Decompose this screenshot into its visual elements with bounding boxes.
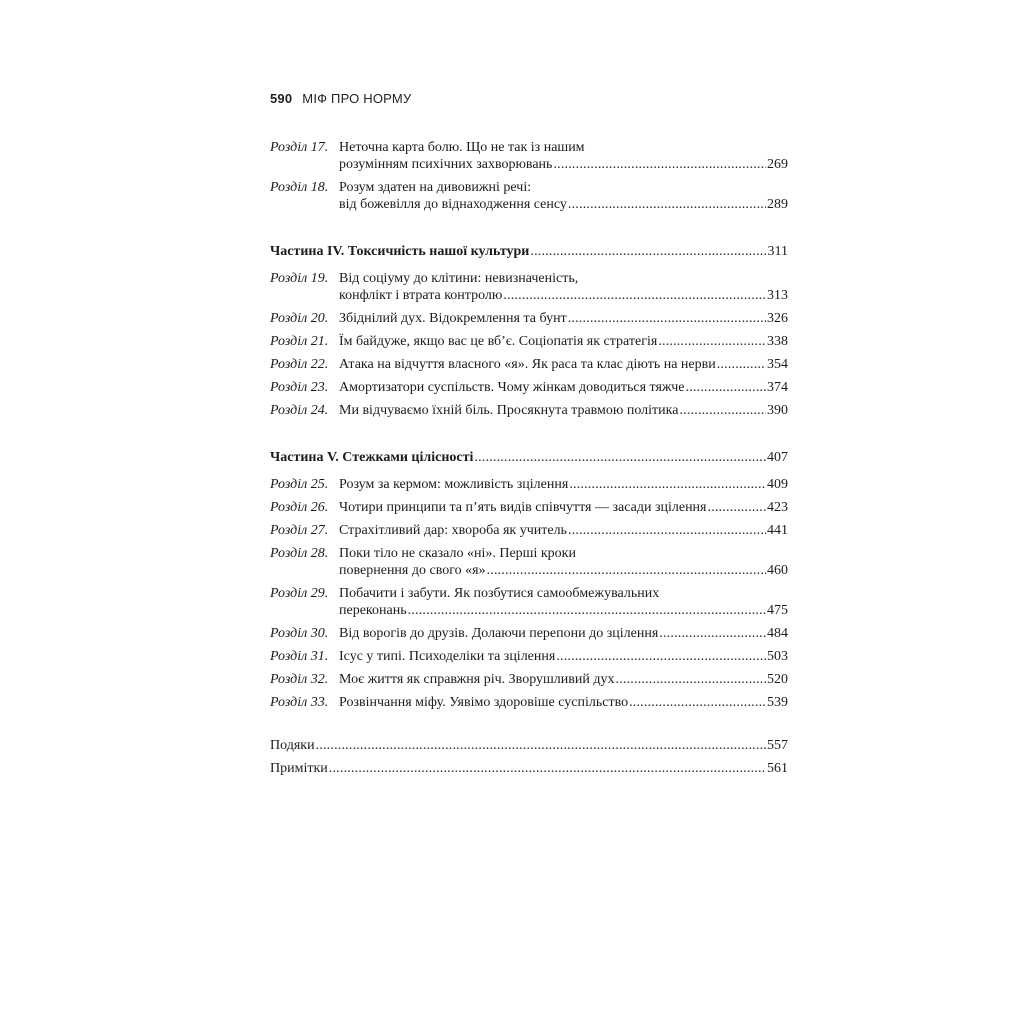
chapter-title-line xyxy=(339,179,788,196)
dot-leader xyxy=(556,648,766,665)
chapter-title-text: Розвінчання міфу. Уявімо здоровіше суспільство xyxy=(339,695,629,710)
chapter-title-line xyxy=(339,139,788,156)
page-ref: 503 xyxy=(767,649,788,664)
chapter-title xyxy=(339,356,788,373)
dot-leader xyxy=(329,760,766,777)
toc-chapter-entry xyxy=(270,379,788,396)
dot-leader xyxy=(530,243,766,260)
book-title: МІФ ПРО НОРМУ xyxy=(302,91,412,106)
toc-chapter-entry xyxy=(270,476,788,493)
dot-leader xyxy=(629,694,766,711)
page-ref: 338 xyxy=(767,334,788,349)
chapter-title-line xyxy=(339,333,788,350)
chapter-title xyxy=(339,310,788,327)
chapter-label: Розділ 25. xyxy=(270,477,329,492)
backmatter-title: Подяки xyxy=(270,738,315,753)
chapter-title-line xyxy=(339,648,788,665)
page-number: 590 xyxy=(270,91,293,106)
chapter-title-text: Амортизатори суспільств. Чому жінкам доводиться тяжче xyxy=(339,380,685,395)
chapter-title xyxy=(339,585,788,619)
toc-chapter-entry xyxy=(270,179,788,213)
chapter-title-text: Страхітливий дар: хвороба як учитель xyxy=(339,523,567,538)
chapter-title-line xyxy=(339,694,788,711)
dot-leader xyxy=(659,625,766,642)
chapter-label: Розділ 18. xyxy=(270,180,329,195)
page-ref: 269 xyxy=(767,157,788,172)
chapter-title-line xyxy=(339,287,788,304)
dot-leader xyxy=(553,156,766,173)
chapter-title-text: Збіднілий дух. Відокремлення та бунт xyxy=(339,311,567,326)
chapter-label: Розділ 29. xyxy=(270,586,329,601)
page-ref: 484 xyxy=(767,626,788,641)
chapter-title xyxy=(339,671,788,688)
toc-chapter-entry xyxy=(270,402,788,419)
chapter-title xyxy=(339,179,788,213)
chapter-title-line xyxy=(339,196,788,213)
chapter-title-line xyxy=(339,402,788,419)
page-ref: 326 xyxy=(767,311,788,326)
page-ref: 407 xyxy=(767,450,788,465)
chapter-title xyxy=(339,270,788,304)
toc-chapter-entry xyxy=(270,499,788,516)
chapter-label: Розділ 22. xyxy=(270,357,329,372)
dot-leader xyxy=(569,476,766,493)
toc-backmatter-entry xyxy=(270,737,788,754)
chapter-title-line xyxy=(339,585,788,602)
chapter-title-line xyxy=(339,602,788,619)
dot-leader xyxy=(686,379,766,396)
chapter-title-text: Моє життя як справжня річ. Зворушливий дух xyxy=(339,672,615,687)
page-ref: 441 xyxy=(767,523,788,538)
chapter-title-text: Від соціуму до клітини: невизначеність, xyxy=(339,271,579,286)
dot-leader xyxy=(568,310,766,327)
chapter-label: Розділ 23. xyxy=(270,380,329,395)
part-title: Частина V. Стежками цілісності xyxy=(270,450,474,465)
toc-chapter-entry xyxy=(270,356,788,373)
chapter-title-text: Неточна карта болю. Що не так із нашим xyxy=(339,140,585,155)
toc-chapter-entry xyxy=(270,671,788,688)
chapter-title-text: розумінням психічних захворювань xyxy=(339,157,553,172)
chapter-label: Розділ 27. xyxy=(270,523,329,538)
chapter-label: Розділ 17. xyxy=(270,140,329,155)
toc-part-entry xyxy=(270,449,788,466)
chapter-title-line xyxy=(339,671,788,688)
chapter-title-line xyxy=(339,156,788,173)
page-ref: 390 xyxy=(767,403,788,418)
chapter-title xyxy=(339,648,788,665)
dot-leader xyxy=(474,449,766,466)
chapter-title-text: від божевілля до віднаходження сенсу xyxy=(339,197,567,212)
dot-leader xyxy=(316,737,766,754)
table-of-contents xyxy=(270,139,788,783)
toc-chapter-entry xyxy=(270,522,788,539)
chapter-title-text: Поки тіло не сказало «ні». Перші кроки xyxy=(339,546,576,561)
chapter-title xyxy=(339,522,788,539)
chapter-label: Розділ 19. xyxy=(270,271,329,286)
chapter-title-line xyxy=(339,545,788,562)
dot-leader xyxy=(408,602,766,619)
chapter-title xyxy=(339,379,788,396)
chapter-label: Розділ 20. xyxy=(270,311,329,326)
chapter-title-line xyxy=(339,522,788,539)
page-ref: 423 xyxy=(767,500,788,515)
chapter-title-line xyxy=(339,562,788,579)
part-title: Частина IV. Токсичність нашої культури xyxy=(270,244,530,259)
chapter-title-text: конфлікт і втрата контролю xyxy=(339,288,503,303)
page-ref: 520 xyxy=(767,672,788,687)
chapter-title-text: Їм байдуже, якщо вас це вб’є. Соціопатія як стратегія xyxy=(339,334,658,349)
toc-chapter-entry xyxy=(270,270,788,304)
chapter-title-line xyxy=(339,625,788,642)
chapter-title xyxy=(339,499,788,516)
dot-leader xyxy=(616,671,767,688)
dot-leader xyxy=(708,499,767,516)
page-ref: 460 xyxy=(767,563,788,578)
dot-leader xyxy=(679,402,766,419)
chapter-title xyxy=(339,402,788,419)
page-ref: 374 xyxy=(767,380,788,395)
chapter-title xyxy=(339,333,788,350)
toc-chapter-entry xyxy=(270,545,788,579)
page-ref: 313 xyxy=(767,288,788,303)
chapter-label: Розділ 30. xyxy=(270,626,329,641)
dot-leader xyxy=(717,356,766,373)
chapter-title-text: Ісус у типі. Психоделіки та зцілення xyxy=(339,649,556,664)
dot-leader xyxy=(487,562,766,579)
toc-chapter-entry xyxy=(270,585,788,619)
chapter-title xyxy=(339,476,788,493)
chapter-label: Розділ 26. xyxy=(270,500,329,515)
chapter-title-line xyxy=(339,476,788,493)
page-ref: 311 xyxy=(767,244,788,259)
toc-chapter-entry xyxy=(270,694,788,711)
chapter-title xyxy=(339,625,788,642)
dot-leader xyxy=(658,333,766,350)
dot-leader xyxy=(503,287,766,304)
chapter-title-line xyxy=(339,356,788,373)
chapter-title-text: Розум здатен на дивовижні речі: xyxy=(339,180,532,195)
backmatter-title: Примітки xyxy=(270,761,328,776)
toc-chapter-entry xyxy=(270,310,788,327)
chapter-title-line xyxy=(339,270,788,287)
page-ref: 561 xyxy=(767,761,788,776)
toc-chapter-entry xyxy=(270,648,788,665)
chapter-title-text: Ми відчуваємо їхній біль. Просякнута травмою політика xyxy=(339,403,679,418)
chapter-label: Розділ 31. xyxy=(270,649,329,664)
chapter-title-line xyxy=(339,310,788,327)
page-ref: 557 xyxy=(767,738,788,753)
dot-leader xyxy=(568,196,766,213)
running-header xyxy=(270,91,411,106)
page-ref: 354 xyxy=(767,357,788,372)
chapter-title-text: Від ворогів до друзів. Долаючи перепони до зцілення xyxy=(339,626,659,641)
page-ref: 475 xyxy=(767,603,788,618)
chapter-label: Розділ 28. xyxy=(270,546,329,561)
toc-chapter-entry xyxy=(270,139,788,173)
page-ref: 409 xyxy=(767,477,788,492)
chapter-title xyxy=(339,545,788,579)
chapter-title-line xyxy=(339,379,788,396)
toc-chapter-entry xyxy=(270,625,788,642)
chapter-title-line xyxy=(339,499,788,516)
chapter-label: Розділ 24. xyxy=(270,403,329,418)
chapter-label: Розділ 32. xyxy=(270,672,329,687)
toc-chapter-entry xyxy=(270,333,788,350)
chapter-title xyxy=(339,694,788,711)
chapter-title-text: Чотири принципи та п’ять видів співчуття — засади зцілення xyxy=(339,500,707,515)
dot-leader xyxy=(568,522,766,539)
chapter-title-text: повернення до свого «я» xyxy=(339,563,486,578)
toc-backmatter-entry xyxy=(270,760,788,777)
chapter-label: Розділ 21. xyxy=(270,334,329,349)
chapter-title-text: Побачити і забути. Як позбутися самообмежувальних xyxy=(339,586,660,601)
chapter-label: Розділ 33. xyxy=(270,695,329,710)
page-ref: 539 xyxy=(767,695,788,710)
chapter-title-text: Атака на відчуття власного «я». Як раса та клас діють на нерви xyxy=(339,357,716,372)
toc-part-entry xyxy=(270,243,788,260)
chapter-title-text: Розум за кермом: можливість зцілення xyxy=(339,477,569,492)
chapter-title-text: переконань xyxy=(339,603,407,618)
page-ref: 289 xyxy=(767,197,788,212)
chapter-title xyxy=(339,139,788,173)
